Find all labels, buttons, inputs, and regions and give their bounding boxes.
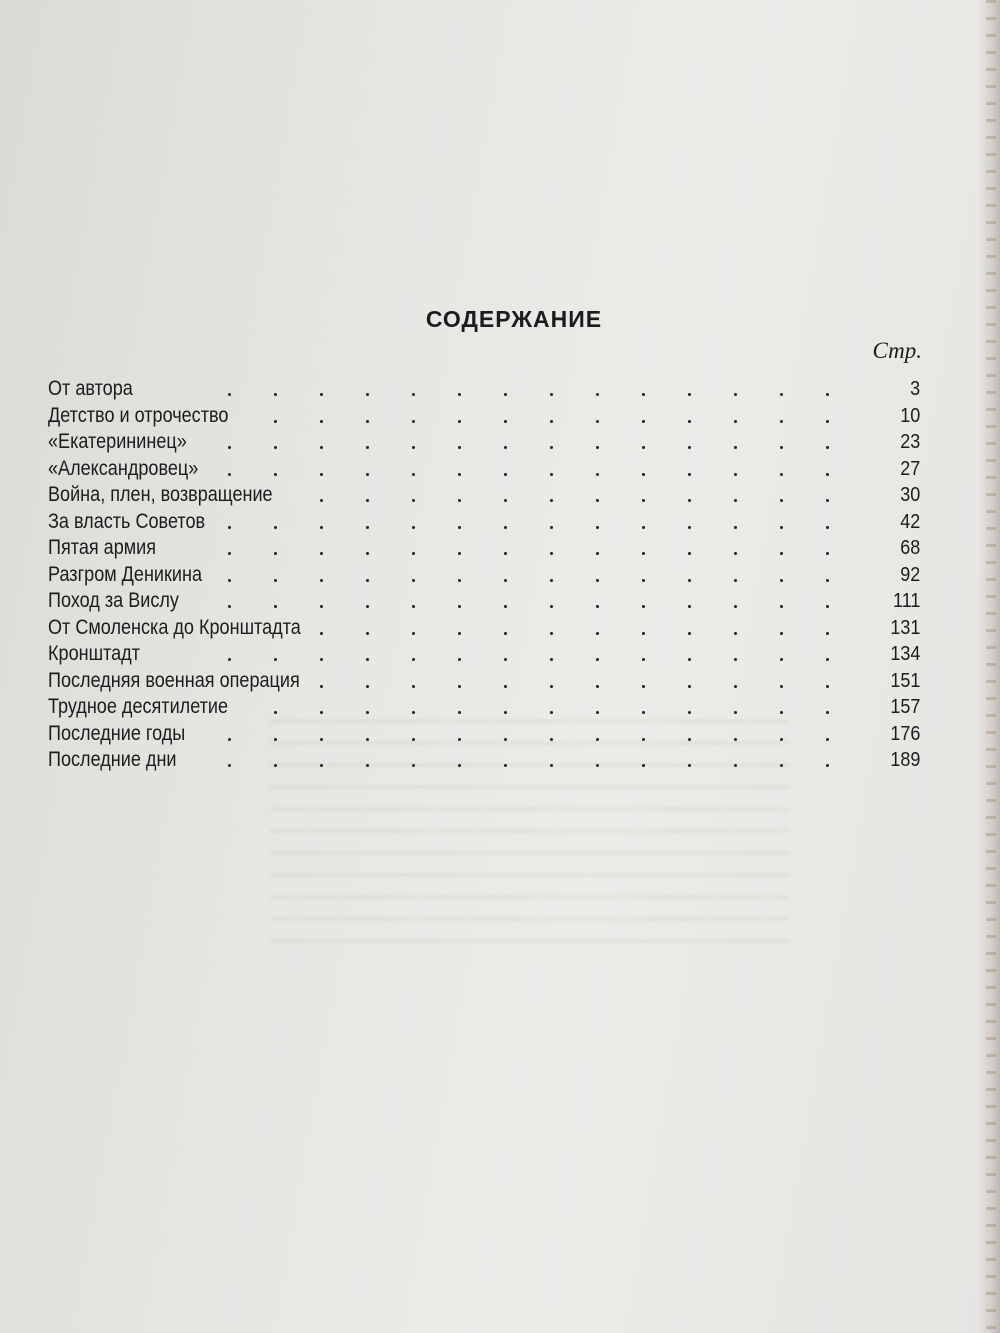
leader-dot xyxy=(504,499,507,502)
leader-dot xyxy=(826,658,829,661)
leader-dot xyxy=(780,473,783,476)
leader-dot xyxy=(412,738,415,741)
leader-dot xyxy=(274,552,277,555)
leader-dot xyxy=(826,526,829,529)
leader-dot xyxy=(412,632,415,635)
leader-dot xyxy=(550,658,553,661)
leader-dot xyxy=(274,605,277,608)
leader-dot xyxy=(596,579,599,582)
leader-dot xyxy=(780,632,783,635)
leader-dot xyxy=(642,446,645,449)
leader-dot xyxy=(504,473,507,476)
leader-dot xyxy=(550,552,553,555)
toc-entry-page: 157 xyxy=(889,696,920,718)
leader-dot xyxy=(366,393,369,396)
leader-dot xyxy=(826,473,829,476)
leader-dot xyxy=(826,579,829,582)
toc-entry xyxy=(48,403,920,430)
leader-dot xyxy=(688,738,691,741)
leader-dot xyxy=(642,685,645,688)
toc-entry-page: 151 xyxy=(889,669,920,692)
leader-dot xyxy=(412,446,415,449)
leader-dot xyxy=(734,393,737,396)
leader-dot xyxy=(780,499,783,502)
toc-entry-page: 23 xyxy=(899,431,920,453)
toc-entry-page: 134 xyxy=(889,643,920,665)
leader-dot xyxy=(826,605,829,608)
toc-entry-page: 131 xyxy=(889,616,920,639)
toc-entry-page: 189 xyxy=(889,749,920,771)
leader-dot xyxy=(688,632,691,635)
toc-entry-title: Разгром Деникина xyxy=(48,562,203,586)
leader-dot xyxy=(688,393,691,396)
leader-dot xyxy=(274,473,277,476)
leader-dot xyxy=(596,552,599,555)
leader-dot xyxy=(596,764,599,767)
leader-dot xyxy=(550,764,553,767)
toc-entry-title: «Екатерининец» xyxy=(48,430,187,453)
leader-dot xyxy=(504,605,507,608)
leader-dot xyxy=(734,605,737,608)
leader-dot xyxy=(412,764,415,767)
leader-dot xyxy=(228,552,231,555)
leader-dot xyxy=(504,632,507,635)
leader-dot xyxy=(734,711,737,714)
toc-entry xyxy=(48,747,920,774)
toc-entry-page: 27 xyxy=(899,457,920,480)
leader-dot xyxy=(366,526,369,529)
leader-dot xyxy=(826,499,829,502)
leader-dot xyxy=(458,552,461,555)
leader-dot xyxy=(688,605,691,608)
toc-entry-page: 3 xyxy=(909,378,920,400)
leader-dot xyxy=(228,764,231,767)
leader-dot xyxy=(458,711,461,714)
leader-dot xyxy=(780,738,783,741)
toc-entry-title: Последние годы xyxy=(48,721,186,745)
toc-list xyxy=(48,376,920,774)
leader-dot xyxy=(320,552,323,555)
leader-dot xyxy=(504,552,507,555)
leader-dot xyxy=(458,764,461,767)
leader-dot xyxy=(228,579,231,582)
leader-dot xyxy=(458,499,461,502)
toc-entry-title: Трудное десятилетие xyxy=(48,695,229,718)
leader-dot xyxy=(458,446,461,449)
leader-dot xyxy=(366,446,369,449)
leader-dot xyxy=(642,738,645,741)
toc-entry xyxy=(48,721,920,748)
leader-dot xyxy=(734,579,737,582)
toc-entry-page: 176 xyxy=(889,722,920,745)
page-column-label: Стр. xyxy=(872,338,922,363)
toc-entry xyxy=(48,482,920,509)
toc-entry xyxy=(48,694,920,721)
leader-dot xyxy=(642,473,645,476)
toc-entry xyxy=(48,615,920,642)
leader-dot xyxy=(780,526,783,529)
toc-entry-page: 111 xyxy=(892,590,920,612)
leader-dot xyxy=(642,658,645,661)
leader-dot xyxy=(274,738,277,741)
toc-entry-page: 30 xyxy=(899,484,920,506)
leader-dot xyxy=(366,499,369,502)
leader-dot xyxy=(642,711,645,714)
leader-dot xyxy=(412,605,415,608)
leader-dot xyxy=(412,420,415,423)
leader-dot xyxy=(320,632,323,635)
toc-entry-title: Детство и отрочество xyxy=(48,403,229,427)
leader-dot xyxy=(550,685,553,688)
leader-dot xyxy=(366,579,369,582)
toc-entry-page: 92 xyxy=(899,563,920,586)
leader-dot xyxy=(458,420,461,423)
toc-leader-dots xyxy=(48,376,858,402)
toc-entry xyxy=(48,641,920,668)
leader-dot xyxy=(504,685,507,688)
leader-dot xyxy=(642,552,645,555)
leader-dot xyxy=(596,446,599,449)
leader-dot xyxy=(596,605,599,608)
leader-dot xyxy=(228,658,231,661)
leader-dot xyxy=(688,685,691,688)
leader-dot xyxy=(780,579,783,582)
leader-dot xyxy=(504,711,507,714)
leader-dot xyxy=(642,605,645,608)
leader-dot xyxy=(550,499,553,502)
leader-dot xyxy=(366,738,369,741)
leader-dot xyxy=(688,658,691,661)
leader-dot xyxy=(320,393,323,396)
leader-dot xyxy=(826,393,829,396)
leader-dot xyxy=(458,685,461,688)
leader-dot xyxy=(734,658,737,661)
leader-dot xyxy=(366,658,369,661)
leader-dot xyxy=(596,685,599,688)
leader-dot xyxy=(274,658,277,661)
leader-dot xyxy=(780,446,783,449)
leader-dot xyxy=(504,764,507,767)
leader-dot xyxy=(412,685,415,688)
leader-dot xyxy=(366,764,369,767)
leader-dot xyxy=(734,764,737,767)
leader-dot xyxy=(366,420,369,423)
leader-dot xyxy=(780,685,783,688)
leader-dot xyxy=(734,526,737,529)
leader-dot xyxy=(688,579,691,582)
leader-dot xyxy=(642,632,645,635)
leader-dot xyxy=(458,632,461,635)
leader-dot xyxy=(688,420,691,423)
leader-dot xyxy=(642,420,645,423)
toc-entry xyxy=(48,588,920,615)
leader-dot xyxy=(826,738,829,741)
leader-dot xyxy=(550,446,553,449)
leader-dot xyxy=(320,605,323,608)
toc-entry-title: Война, плен, возвращение xyxy=(48,483,273,506)
leader-dot xyxy=(642,526,645,529)
leader-dot xyxy=(550,393,553,396)
leader-dot xyxy=(228,446,231,449)
leader-dot xyxy=(734,446,737,449)
leader-dot xyxy=(366,711,369,714)
leader-dot xyxy=(458,526,461,529)
leader-dot xyxy=(320,738,323,741)
toc-entry-title: Пятая армия xyxy=(48,536,157,559)
leader-dot xyxy=(504,393,507,396)
leader-dot xyxy=(826,446,829,449)
toc-entry-title: «Александровец» xyxy=(48,456,199,480)
leader-dot xyxy=(596,711,599,714)
toc-entry xyxy=(48,668,920,695)
leader-dot xyxy=(596,526,599,529)
leader-dot xyxy=(596,738,599,741)
leader-dot xyxy=(458,605,461,608)
leader-dot xyxy=(596,393,599,396)
leader-dot xyxy=(228,473,231,476)
leader-dot xyxy=(274,764,277,767)
leader-dot xyxy=(550,738,553,741)
leader-dot xyxy=(412,658,415,661)
leader-dot xyxy=(320,473,323,476)
toc-entry-page: 68 xyxy=(899,537,920,559)
leader-dot xyxy=(826,552,829,555)
toc-entry-title: Последняя военная операция xyxy=(48,668,300,692)
leader-dot xyxy=(688,526,691,529)
toc-leader-dots xyxy=(48,535,858,561)
leader-dot xyxy=(366,685,369,688)
leader-dot xyxy=(550,473,553,476)
leader-dot xyxy=(550,420,553,423)
leader-dot xyxy=(688,711,691,714)
leader-dot xyxy=(780,393,783,396)
toc-entry-page: 10 xyxy=(899,404,920,427)
leader-dot xyxy=(780,711,783,714)
leader-dot xyxy=(688,446,691,449)
leader-dot xyxy=(780,605,783,608)
leader-dot xyxy=(274,446,277,449)
leader-dot xyxy=(734,473,737,476)
leader-dot xyxy=(458,658,461,661)
toc-entry-title: Последние дни xyxy=(48,748,177,771)
leader-dot xyxy=(780,420,783,423)
leader-dot xyxy=(550,526,553,529)
leader-dot xyxy=(504,526,507,529)
leader-dot xyxy=(320,764,323,767)
toc-entry-title: Поход за Вислу xyxy=(48,589,179,612)
leader-dot xyxy=(504,658,507,661)
leader-dot xyxy=(320,685,323,688)
leader-dot xyxy=(596,420,599,423)
leader-dot xyxy=(412,473,415,476)
leader-dot xyxy=(826,764,829,767)
toc-entry xyxy=(48,429,920,456)
leader-dot xyxy=(366,605,369,608)
toc-entry xyxy=(48,456,920,483)
leader-dot xyxy=(274,420,277,423)
leader-dot xyxy=(550,579,553,582)
toc-entry xyxy=(48,376,920,403)
leader-dot xyxy=(320,420,323,423)
toc-entry xyxy=(48,535,920,562)
leader-dot xyxy=(320,499,323,502)
leader-dot xyxy=(228,605,231,608)
leader-dot xyxy=(504,738,507,741)
leader-dot xyxy=(596,473,599,476)
toc-entry-title: Кронштадт xyxy=(48,642,140,665)
leader-dot xyxy=(642,499,645,502)
leader-dot xyxy=(366,473,369,476)
leader-dot xyxy=(734,499,737,502)
leader-dot xyxy=(458,738,461,741)
toc-heading: СОДЕРЖАНИЕ xyxy=(425,306,603,332)
leader-dot xyxy=(320,579,323,582)
leader-dot xyxy=(550,711,553,714)
leader-dot xyxy=(642,579,645,582)
leader-dot xyxy=(228,526,231,529)
leader-dot xyxy=(780,552,783,555)
leader-dot xyxy=(504,446,507,449)
leader-dot xyxy=(780,658,783,661)
leader-dot xyxy=(320,446,323,449)
leader-dot xyxy=(458,473,461,476)
leader-dot xyxy=(688,764,691,767)
leader-dot xyxy=(228,738,231,741)
leader-dot xyxy=(688,473,691,476)
toc-leader-dots xyxy=(48,641,858,667)
leader-dot xyxy=(412,499,415,502)
leader-dot xyxy=(734,552,737,555)
toc-entry-title: От Смоленска до Кронштадта xyxy=(48,615,301,639)
leader-dot xyxy=(642,393,645,396)
toc-entry xyxy=(48,509,920,536)
leader-dot xyxy=(734,632,737,635)
leader-dot xyxy=(826,711,829,714)
leader-dot xyxy=(412,711,415,714)
leader-dot xyxy=(412,552,415,555)
leader-dot xyxy=(320,711,323,714)
leader-dot xyxy=(734,685,737,688)
leader-dot xyxy=(320,526,323,529)
leader-dot xyxy=(596,632,599,635)
toc-entry xyxy=(48,562,920,589)
leader-dot xyxy=(550,632,553,635)
toc-entry-page: 42 xyxy=(899,510,920,533)
leader-dot xyxy=(688,499,691,502)
leader-dot xyxy=(504,579,507,582)
leader-dot xyxy=(228,393,231,396)
leader-dot xyxy=(596,499,599,502)
leader-dot xyxy=(734,420,737,423)
leader-dot xyxy=(734,738,737,741)
leader-dot xyxy=(596,658,599,661)
leader-dot xyxy=(458,393,461,396)
leader-dot xyxy=(366,632,369,635)
leader-dot xyxy=(412,526,415,529)
leader-dot xyxy=(642,764,645,767)
leader-dot xyxy=(826,632,829,635)
toc-entry-title: От автора xyxy=(48,377,133,400)
leader-dot xyxy=(688,552,691,555)
toc-entry-title: За власть Советов xyxy=(48,509,206,533)
leader-dot xyxy=(274,526,277,529)
page-edge-specks xyxy=(986,0,996,1333)
leader-dot xyxy=(320,658,323,661)
leader-dot xyxy=(826,420,829,423)
leader-dot xyxy=(274,711,277,714)
leader-dot xyxy=(504,420,507,423)
leader-dot xyxy=(550,605,553,608)
leader-dot xyxy=(780,764,783,767)
leader-dot xyxy=(366,552,369,555)
leader-dot xyxy=(458,579,461,582)
leader-dot xyxy=(412,393,415,396)
leader-dot xyxy=(274,393,277,396)
leader-dot xyxy=(274,579,277,582)
leader-dot xyxy=(826,685,829,688)
leader-dot xyxy=(412,579,415,582)
